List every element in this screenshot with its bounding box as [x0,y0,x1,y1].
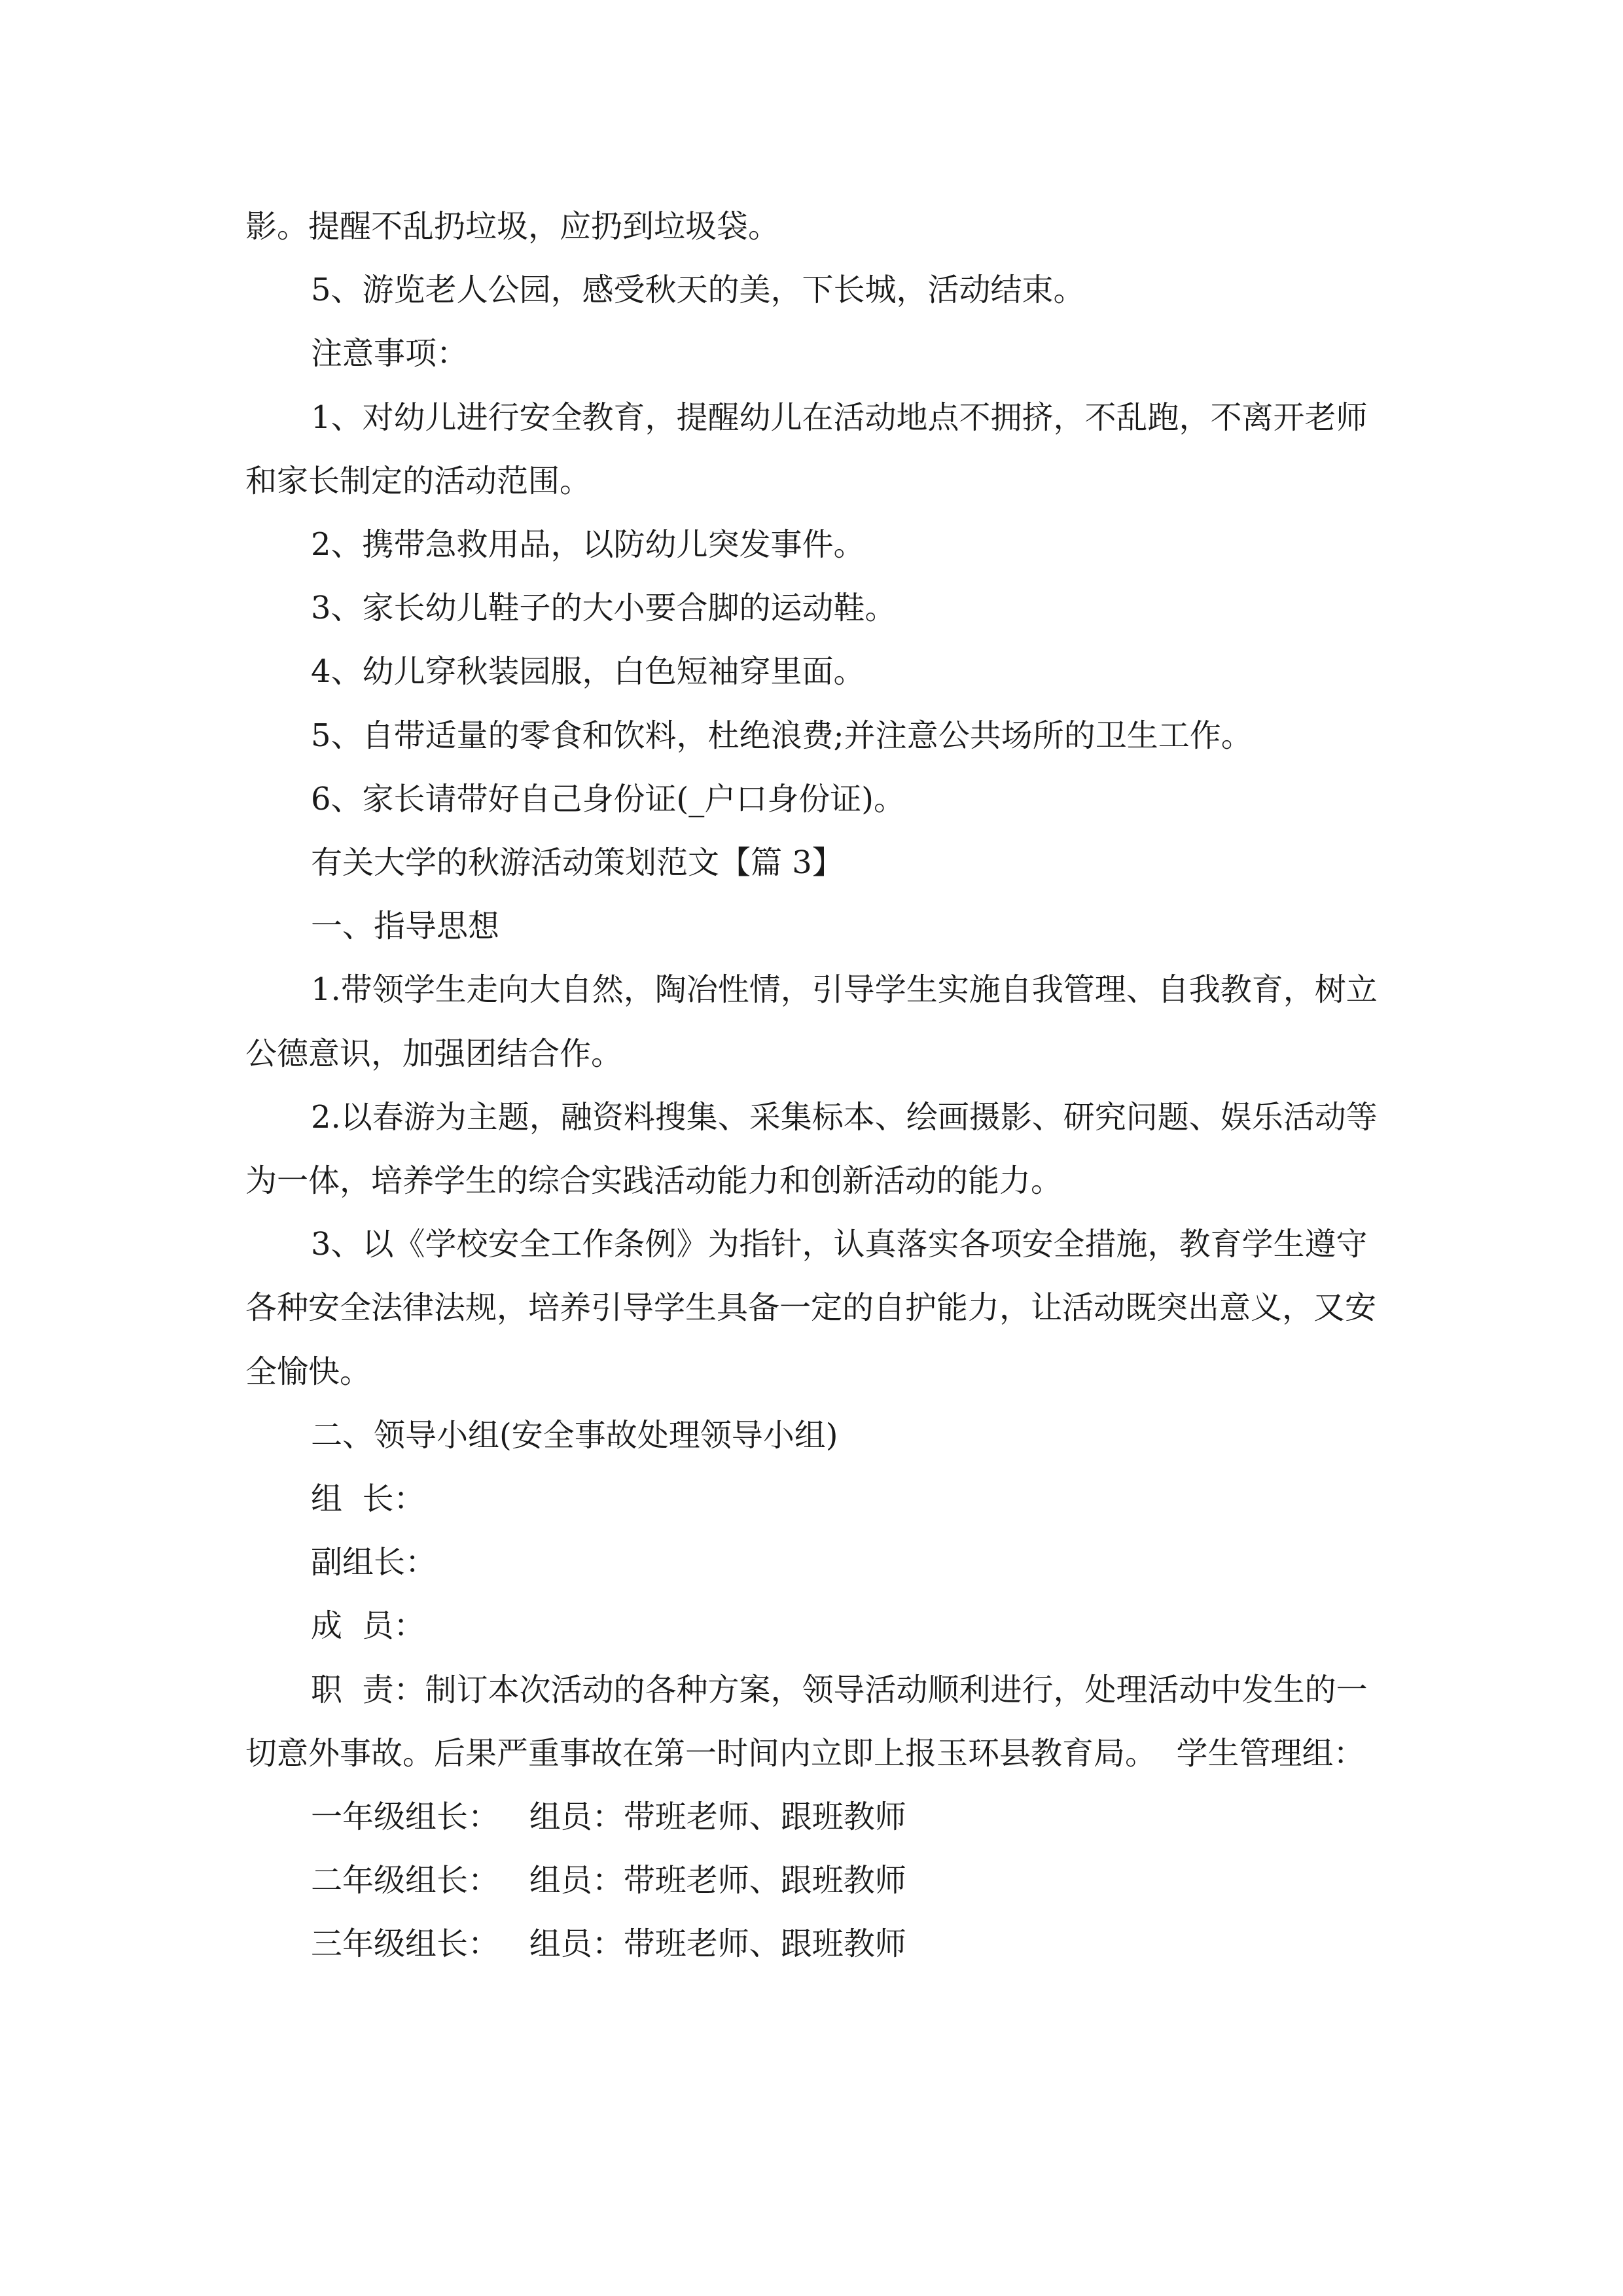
paragraph: 影。提醒不乱扔垃圾，应扔到垃圾袋。 [245,208,780,245]
section-heading: 一、指导思想 [311,908,500,945]
paragraph: 5、自带适量的零食和饮料，杜绝浪费;并注意公共场所的卫生工作。 [311,717,1253,754]
paragraph: 5、游览老人公园，感受秋天的美，下长城，活动结束。 [311,272,1085,309]
paragraph: 1、对幼儿进行安全教育，提醒幼儿在活动地点不拥挤，不乱跑，不离开老师和家长制定的活动范围。 [245,399,1368,499]
form-line: 成 员： [311,1607,425,1645]
document-body [245,195,1378,1977]
paragraph: 4、幼儿穿秋装园服，白色短袖穿里面。 [311,653,865,691]
section-label: 注意事项： [311,335,469,372]
section-heading: 二、领导小组(安全事故处理领导小组) [311,1416,838,1454]
form-line: 一年级组长： 组员：带班老师、跟班教师 [311,1799,906,1836]
form-line: 三年级组长： 组员：带班老师、跟班教师 [311,1926,906,1963]
paragraph: 2、携带急救用品，以防幼儿突发事件。 [311,526,865,564]
paragraph: 3、家长幼儿鞋子的大小要合脚的运动鞋。 [311,590,897,627]
paragraph: 职 责：制订本次活动的各种方案，领导活动顺利进行，处理活动中发生的一切意外事故。后果严重事故在第一时间内立即上报玉环县教育局。 学生管理组： [245,1671,1368,1772]
form-line: 副组长： [311,1544,437,1581]
paragraph: 6、家长请带好自己身份证(_户口身份证)。 [311,780,905,817]
paragraph: 2.以春游为主题，融资料搜集、采集标本、绘画摄影、研究问题、娱乐活动等为一体，培养学生的综合实践活动能力和创新活动的能力。 [245,1098,1378,1200]
paragraph: 3、以《学校安全工作条例》为指针，认真落实各项安全措施，教育学生遵守各种安全法律法规，培养引导学生具备一定的自护能力，让活动既突出意义，又安全愉快。 [245,1226,1377,1390]
section-heading: 有关大学的秋游活动策划范文【篇 3】 [311,844,844,882]
form-line: 二年级组长： 组员：带班老师、跟班教师 [311,1862,906,1899]
form-line: 组 长： [311,1480,425,1518]
paragraph: 1.带领学生走向大自然，陶冶性情，引导学生实施自我管理、自我教育，树立公德意识，加强团结合作。 [245,971,1378,1072]
